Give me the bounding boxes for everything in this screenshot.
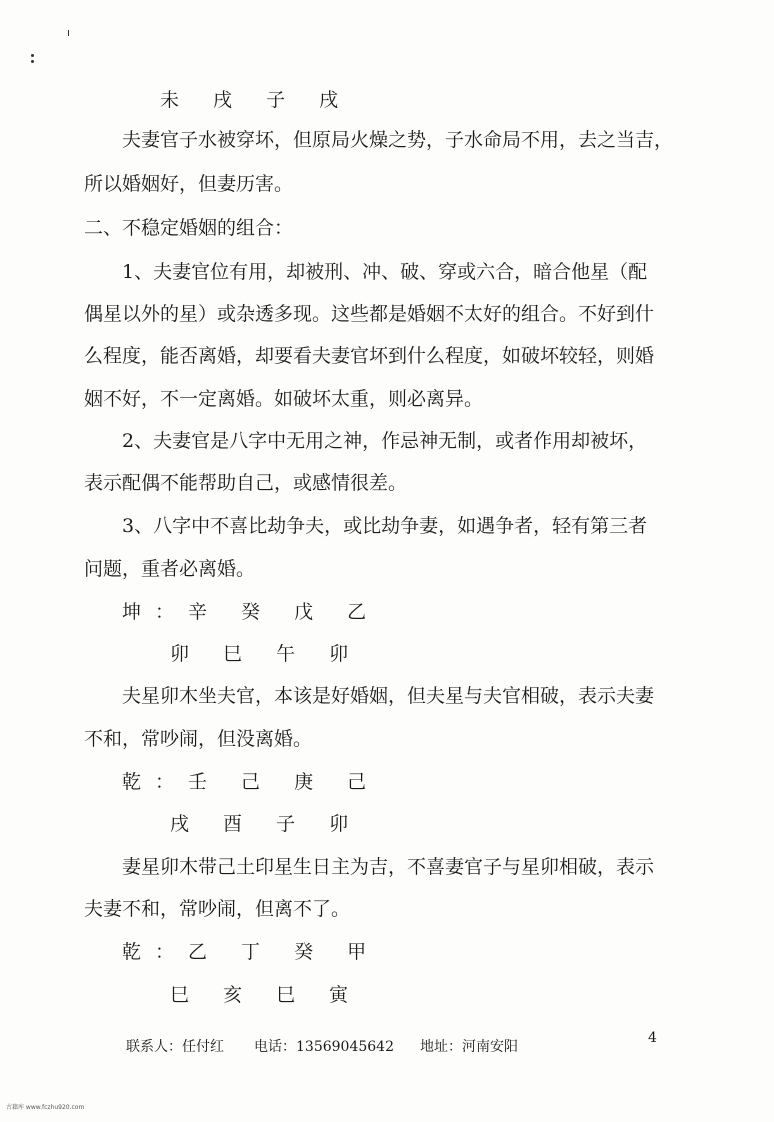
paragraph-line: 不和，常吵闹，但没离婚。 (84, 728, 313, 750)
footer-address: 地址：河南安阳 (420, 1039, 518, 1055)
paragraph-line: 么程度，能否离婚，却要看夫妻官坏到什么程度，如破坏较轻，则婚 (84, 345, 655, 367)
paragraph-line: 妻星卯木带己土印星生日主为吉，不喜妻官子与星卯相破，表示 (122, 856, 655, 878)
section-heading: 二、不稳定婚姻的组合： (84, 217, 294, 239)
chart-pillars-line: 戌 酉 子 卯 (170, 813, 363, 835)
paragraph-line: 表示配偶不能帮助自己，或感情很差。 (84, 472, 408, 494)
chart-pillars-line: 乾：壬 己 庚 己 (122, 771, 381, 793)
paragraph-line: 所以婚姻好，但妻历害。 (84, 173, 294, 195)
paragraph-line: 2、夫妻官是八字中无用之神，作忌神无制，或者作用却被坏， (122, 430, 648, 452)
paragraph-line: 偶星以外的星）或杂透多现。这些都是婚姻不太好的组合。不好到什 (84, 303, 655, 325)
chart-pillars-line: 卯 巳 午 卯 (170, 643, 363, 665)
paragraph-line: 夫星卯木坐夫官，本该是好婚姻，但夫星与夫官相破，表示夫妻 (122, 685, 655, 707)
paragraph-line: 姻不好，不一定离婚。如破坏太重，则必离异。 (84, 388, 484, 410)
paragraph-line: 问题，重者必离婚。 (84, 558, 256, 580)
chart-pillars-line: 未 戌 子 戌 (160, 89, 353, 111)
scan-speck (68, 30, 69, 36)
footer-phone: 电话：13569045642 (254, 1039, 394, 1055)
paragraph-line: 3、八字中不喜比劫争夫，或比劫争妻，如遇争者，轻有第三者 (122, 515, 648, 537)
footer-contact: 联系人：任付红 (126, 1039, 224, 1055)
chart-pillars-line: 坤：辛 癸 戊 乙 (122, 601, 381, 623)
chart-pillars-line: 乾：乙 丁 癸 甲 (122, 941, 381, 963)
page-number: 4 (648, 1030, 657, 1046)
chart-pillars-line: 巳 亥 巳 寅 (170, 984, 363, 1006)
site-watermark: 古籍库 www.fczhu920.com (6, 1104, 85, 1111)
paragraph-line: 夫妻不和，常吵闹，但离不了。 (84, 898, 351, 920)
paragraph-line: 夫妻官子水被穿坏，但原局火燥之势，子水命局不用，去之当吉， (122, 129, 674, 151)
scan-speck (31, 60, 34, 63)
paragraph-line: 1、夫妻官位有用，却被刑、冲、破、穿或六合，暗合他星（配 (122, 261, 648, 283)
scan-speck (31, 54, 34, 57)
